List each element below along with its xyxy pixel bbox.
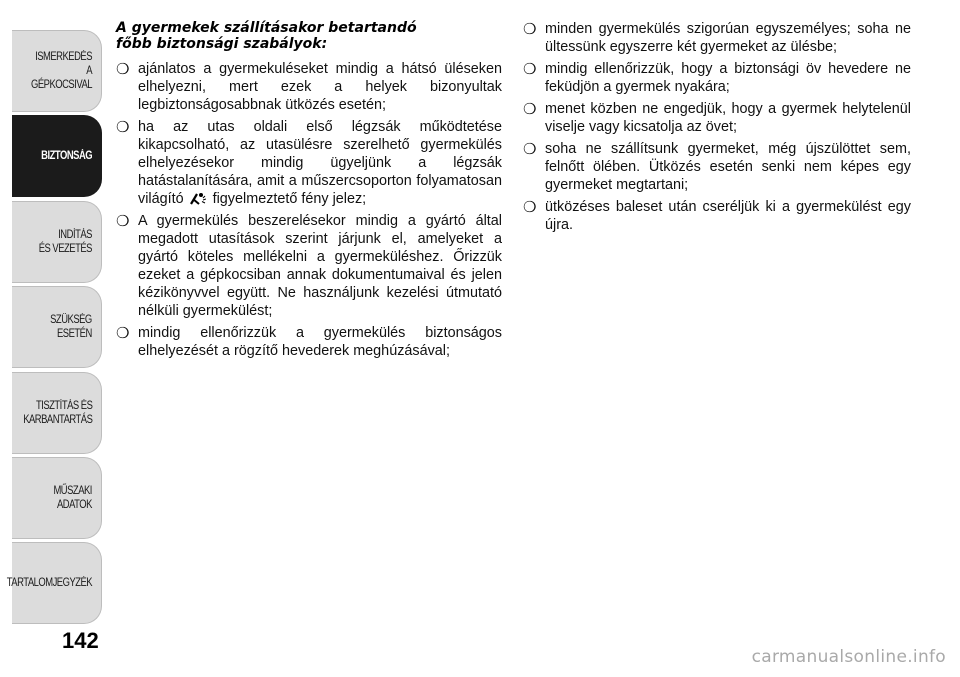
bullet-list bbox=[116, 60, 502, 360]
item-text: minden gyermekülés szigorúan egyszemélyes; soha ne ültessünk egyszerre két gyermeket az ülésbe; bbox=[545, 21, 911, 55]
tab-label: INDÍTÁS ÉS VEZETÉS bbox=[38, 229, 92, 255]
tab-tartalomjegyzek[interactable] bbox=[6, 542, 102, 624]
tab-inditas[interactable] bbox=[12, 201, 102, 283]
item-text: mindig ellenőrizzük a gyermekülés biztonságos elhelyezését a rögzítő hevederek meghúzásával; bbox=[138, 325, 502, 359]
item-text: A gyermekülés beszerelésekor mindig a gyártó által megadott utasítások szerint járjunk el, amelyeket a gyártó köteles mellékelni a gyermeküléshez. Őrizzük ezeket a gépkocsiban annak dokumentumaival és jelen kézikönyvvel együtt. Ne használjunk kezelési útmutató nélküli gyermekülést; bbox=[138, 213, 502, 319]
item-text: soha ne szállítsunk gyermeket, még újszülöttet sem, felnőtt ölében. Ütközés esetén senki nem képes egy gyermeket megtartani; bbox=[545, 141, 911, 193]
item-text: ütközéses baleset után cseréljük ki a gyermekülést egy újra. bbox=[545, 199, 911, 233]
item-text: menet közben ne engedjük, hogy a gyermek helytelenül viselje vagy kicsatolja az övet; bbox=[545, 101, 911, 135]
item-text: ha az utas oldali első légzsák működtetése kikapcsolható, az utasülésre szerelhető gyermekülés elhelyezésekor mindig ügyeljünk a légzsák hatástalanítására, amit a műszercsoporton folyamatosan világító bbox=[138, 119, 502, 207]
heading-line: főbb biztonsági szabályok: bbox=[116, 36, 328, 52]
list-item bbox=[523, 20, 911, 56]
bullet-icon: ❍ bbox=[116, 212, 130, 230]
item-text: ajánlatos a gyermekuléseket mindig a hátsó üléseken elhelyezni, mert ezek a helyek bizonyultak legbiztonságosabbnak ütközés esetén; bbox=[138, 61, 502, 113]
list-item bbox=[523, 140, 911, 194]
tab-szukseg[interactable] bbox=[12, 286, 102, 368]
list-item bbox=[523, 60, 911, 96]
bullet-icon: ❍ bbox=[523, 140, 537, 158]
bullet-icon: ❍ bbox=[116, 60, 130, 78]
bullet-icon: ❍ bbox=[116, 324, 130, 342]
bullet-list bbox=[523, 20, 911, 234]
tab-muszaki[interactable] bbox=[12, 457, 102, 539]
tab-label: MŰSZAKI ADATOK bbox=[53, 485, 92, 511]
list-item bbox=[116, 324, 502, 360]
tab-biztonsag[interactable] bbox=[12, 115, 102, 197]
page-number: 142 bbox=[62, 628, 99, 653]
airbag-off-warning-icon bbox=[190, 192, 206, 205]
tab-label: ISMERKEDÉS A GÉPKOCSIVAL bbox=[31, 51, 92, 91]
tab-label: TARTALOMJEGYZÉK bbox=[6, 577, 92, 589]
left-column bbox=[116, 20, 502, 364]
heading-line: A gyermekek szállításakor betartandó bbox=[116, 20, 417, 36]
section-heading bbox=[116, 20, 502, 52]
tab-ismerkedes[interactable] bbox=[12, 30, 102, 112]
watermark: carmanualsonline.info bbox=[751, 647, 946, 667]
bullet-icon: ❍ bbox=[523, 60, 537, 78]
tab-label: SZÜKSÉG ESETÉN bbox=[50, 314, 92, 340]
list-item bbox=[116, 118, 502, 208]
item-text: figyelmeztető fény jelez; bbox=[212, 191, 367, 207]
list-item bbox=[523, 100, 911, 136]
tab-label: TISZTÍTÁS ÉS KARBANTARTÁS bbox=[22, 400, 92, 426]
list-item bbox=[116, 60, 502, 114]
bullet-icon: ❍ bbox=[116, 118, 130, 136]
right-column bbox=[523, 20, 911, 238]
list-item bbox=[116, 212, 502, 320]
tab-tisztitas[interactable] bbox=[12, 372, 102, 454]
list-item bbox=[523, 198, 911, 234]
bullet-icon: ❍ bbox=[523, 20, 537, 38]
item-text: mindig ellenőrizzük, hogy a biztonsági öv hevedere ne feküdjön a gyermek nyakára; bbox=[545, 61, 911, 95]
tab-label: BIZTONSÁG bbox=[41, 150, 92, 162]
bullet-icon: ❍ bbox=[523, 100, 537, 118]
bullet-icon: ❍ bbox=[523, 198, 537, 216]
